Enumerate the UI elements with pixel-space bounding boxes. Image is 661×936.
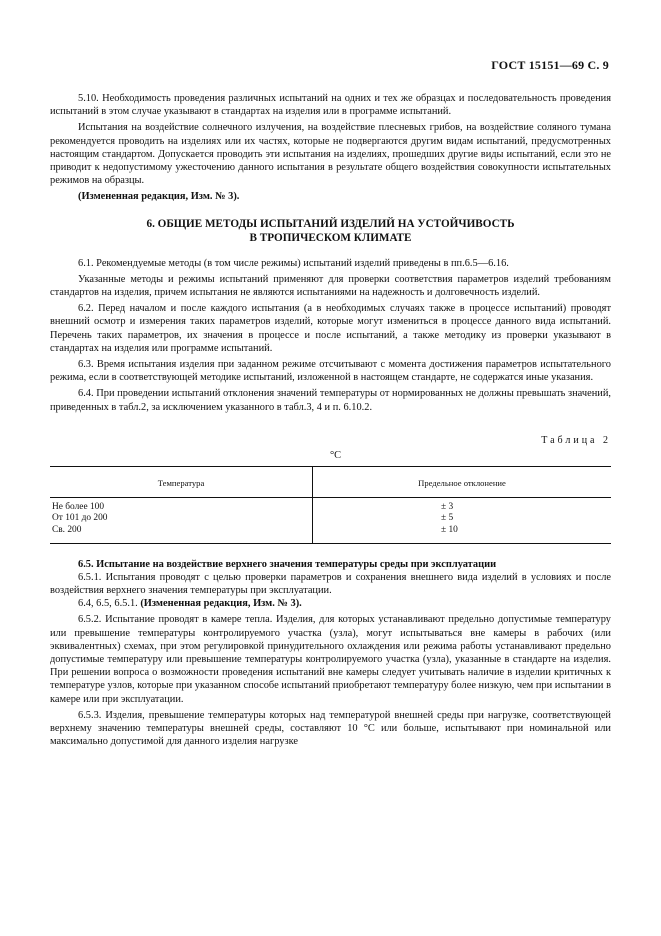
table-cell-deviation: ± 10 [313,525,612,543]
paragraph-6-3: 6.3. Время испытания изделия при заданном режиме отсчитывают с момента достижения параметров испытательного режима, если в соответствующей методике испытаний, изложенной в настоящем стандарте, не содержатся иные указания. [50,359,611,384]
paragraph-5-10: 5.10. Необходимость проведения различных испытаний на одних и тех же образцах и последовательность проведения испытаний в этом случае указывают в стандартах на изделия или в программе испытаний. [50,93,611,118]
paragraph-testing-note: Испытания на воздействие солнечного излучения, на воздействие плесневых грибов, на воздействие соляного тумана рекомендуется проводить на изделиях или их частях, которые не подвергаются другим видам испытаний, предусмотренных настоящим стандартом. Допускается проводить эти испытания на изделиях, прошедших другие виды испытаний, если это не приводит к недопустимому ужесточению данного испытания в результате общего воздействия совокупности испытательных режимов на образцы. [50,122,611,187]
paragraph-6-5-1: 6.5.1. Испытания проводят с целью проверки параметров и сохранения внешнего вида изделий в условиях и после воздействия верхнего значения температуры при эксплуатации. [50,571,611,597]
amendment-prefix: 6.4, 6.5, 6.5.1. [78,598,141,610]
table-cell-temperature: Не более 100 [50,497,313,513]
table-cell-temperature: Св. 200 [50,525,313,543]
amendment-bold: (Измененная редакция, Изм. № 3). [140,598,302,610]
section-6-title-line1: 6. ОБЩИЕ МЕТОДЫ ИСПЫТАНИЙ ИЗДЕЛИЙ НА УСТОЙЧИВОСТЬ [146,217,515,230]
paragraph-6-1-methods: Указанные методы и режимы испытаний применяют для проверки соответствия параметров изделий требованиям стандартов на изделия, причем испытания не являются испытаниями на надежность и долговечность изделий. [50,273,611,299]
section-6-5-heading: 6.5. Испытание на воздействие верхнего значения температуры среды при эксплуатации [78,558,497,570]
table-2 [50,466,611,543]
amendment-note-6-5 [50,597,611,610]
section-6-title-line2: В ТРОПИЧЕСКОМ КЛИМАТЕ [249,231,412,244]
paragraph-6-4: 6.4. При проведении испытаний отклонения значений температуры от нормированных не должны превышать значений, приведенных в табл.2, за исключением указанного в табл.3, 4 и п. 6.10.2. [50,388,611,413]
table-row [50,497,611,513]
table-header-deviation: Предельное отклонение [313,467,612,498]
table-header-temperature: Температура [50,467,313,498]
page-header: ГОСТ 15151—69 С. 9 [491,58,609,72]
table-cell-deviation: ± 5 [441,513,454,524]
table-2-label: Таблица 2 [541,434,611,446]
section-6-title [50,217,611,245]
table-row [50,525,611,543]
paragraph-6-2: 6.2. Перед началом и после каждого испытания (а в необходимых случаях также в процессе испытаний) проводят внешний осмотр и измерения таких параметров изделий, которые могут измениться в процессе данного вида испытаний. Перечень таких параметров, их значения в процессе и после испытаний, а также методику из проверки указывают в стандартах на изделия или программе испытаний. [50,303,611,354]
document-body [50,92,611,748]
amendment-note: (Измененная редакция, Изм. № 3). [78,191,240,203]
table-2-unit: °C [329,450,342,462]
table-cell-temperature: От 101 до 200 [50,513,313,525]
paragraph-6-5-3: 6.5.3. Изделия, превышение температуры которых над температурой внешней среды при нагрузке, соответствующей верхнему значению температуры внешней среды, составляют 10 °С или больше, испытывают при номинальной или максимально допустимой для данного изделия нагрузке [50,709,611,748]
table-row [50,513,611,525]
paragraph-6-5-2: 6.5.2. Испытание проводят в камере тепла. Изделия, для которых устанавливают предельно допустимые температуру или превышение температуры контролируемого участка (узла), могут испытываться вне камеры в рабочих (или эквивалентных) схемах, при этом регулировкой принудительного охлаждения или режима работы устанавливают предельно допустимые температуру или превышение температуры контролируемого участка (узла), указанные в стандарте на изделия. При решении вопроса о возможности проведения испытаний вне камеры следует учитывать наличие в изделии критичных к температуре узлов, которые при указанном способе испытаний приобретают температуру более низкую, чем при испытании в камере или при эксплуатации. [50,614,611,705]
table-cell-deviation: ± 3 [441,501,454,512]
paragraph-6-1: 6.1. Рекомендуемые методы (в том числе режимы) испытаний изделий приведены в пп.6.5—6.16. [78,257,509,269]
